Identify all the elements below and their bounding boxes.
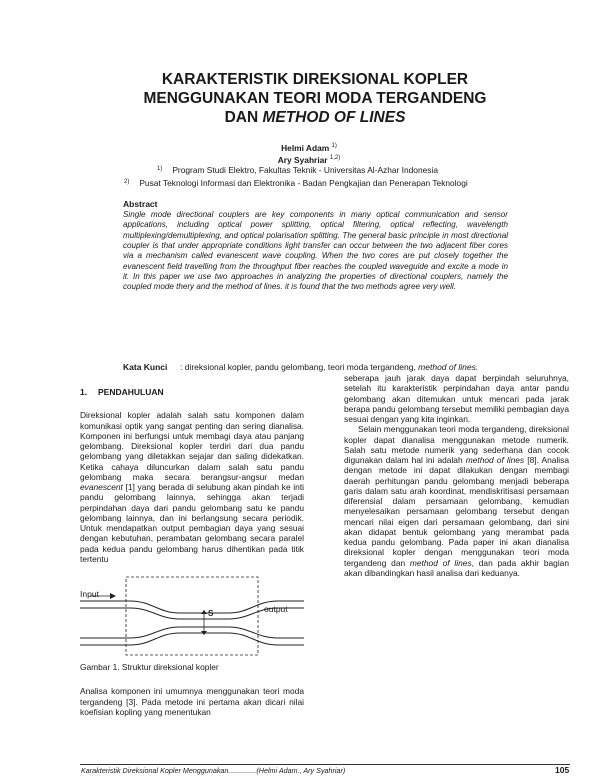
keywords-label: Kata Kunci — [123, 362, 168, 372]
keywords — [123, 362, 479, 372]
page-number: 105 — [555, 765, 570, 775]
coupler-figure — [80, 574, 304, 656]
affiliation-2: $^{2)}$ Pusat Teknologi Informasi dan Elektronika - Badan Pengkajian dan Penerapan Teknologi — [124, 178, 468, 188]
left-column — [80, 373, 304, 717]
section-heading: 1. PENDAHULUAN — [80, 387, 164, 397]
figure-input-label: Input — [80, 589, 99, 599]
paper-title — [80, 70, 550, 127]
figure-caption: Gambar 1. Struktur direksional kopler — [80, 662, 219, 672]
title-line-3: DAN METHOD OF LINES — [224, 109, 406, 126]
input-arrowhead — [110, 593, 116, 599]
author-name: Helmi Adam $^{1)}$ — [281, 142, 337, 153]
figure-output-label: output — [264, 604, 288, 614]
abstract-heading: Abstract — [123, 199, 158, 209]
affiliation-1: $^{1)}$ Program Studi Elektro, Fakultas Teknik - Universitas Al-Azhar Indonesia — [157, 165, 438, 175]
title-line-2: MENGGUNAKAN TEORI MODA TERGANDENG — [143, 90, 487, 107]
title-line-1: KARAKTERISTIK DIREKSIONAL KOPLER — [161, 71, 469, 88]
running-footer: Karakteristik Direksional Kopler Menggunakan..............(Helmi Adam., Ary Syahriar) — [81, 766, 346, 775]
coupler-diagram — [80, 574, 304, 656]
waveguide-2-bottom — [80, 633, 304, 645]
right-column — [344, 373, 569, 578]
abstract-body: Single mode directional couplers are key components in many optical communication and sensor applications, including optical power splitting, optical filtering, optical reflecting, wavelength multiplexing/demultiplexing, and optical polarisation splitting. The general basic principle in most directional coupler is that under appropriate conditions light transfer can occur between the two adjacent fiber cores via a mechanism called evanescent wave coupling. When the two cores are put closely together the evanescent field travelling from the throughput fiber reaches the coupled waveguide and excite a mode in it. In this paper we use two approaches in analyzing the properties of directional couplers, namely the coupled mode thery and the method of lines. it is found that the two methods agree very well. — [123, 210, 508, 292]
paragraph: Analisa komponen ini umumnya menggunakan teori moda tergandeng [3]. Pada metode ini pertama akan dicari nilai koefisian kopling yang menentukan — [80, 686, 304, 717]
keywords-text: : direksional kopler, pandu gelombang, teori moda tergandeng, method of lines. — [180, 362, 479, 372]
author-name: Ary Syahriar $^{1,2)}$ — [277, 155, 341, 166]
figure-gap-label: S — [208, 609, 214, 618]
paragraph: Selain menggunakan teori moda tergandeng, direksional kopler dapat dianalisa menggunakan metode numerik. Salah satu metode numerik yang sederhana dan cocok digunakan dalam hal ini adalah method of lines [8]. Analisa dengan metode ini dapat dilakukan dengan membagi daerah perhitungan pandu gelombang menjadi beberapa garis dalam satu arah koordinat, mendiskritisasi persamaan diferensial dalam persamaan gelombang, kemudian menyelesaikan persamaan gelombang tersebut dengan mencari nilai eigen dari persamaan gelombang, dari sini akan didapat bentuk gelombang yang merambat pada kedua pandu gelombang. Pada paper ini akan dianalisa direksional kopler dengan menggunakan teori moda tergandeng dan method of lines, dan pada akhir bagian akan dibandingkan hasil analisa dari keduanya. — [344, 424, 570, 578]
figure-frame — [126, 577, 258, 655]
footer-rule — [80, 764, 570, 765]
paragraph: Direksional kopler adalah salah satu komponen dalam komunikasi optik yang sangat penting dan sering dianalisa. Komponen ini berfungsi untuk membagi daya atau panjang gelombang. Direksional kopler terdiri dari dua pandu gelombang yang diletakkan sejajar dan saling didekatkan. Ketika cahaya diluncurkan dalam salah satu pandu gelombang maka secara berangsur-angsur medan evanescent [1] yang berada di selubung akan pindah ke inti pandu gelombang lainnya, sehingga akan terjadi perpindahan daya dari pandu gelombang satu ke pandu gelombang lainnya, dan ini berlangsung secara periodik. Untuk mendapatkan output pembagian daya yang sesuai dengan kebutuhan, perambatan gelombang secara paralel pada kedua pandu gelombang harus dihentikan pada titik tertentu — [80, 410, 305, 564]
paragraph: seberapa jauh jarak daya dapat berpindah seluruhnya, setelah itu karakteristik perpindahan daya antar pandu gelombang akan ditemukan untuk mencari pada jarak berapa pandu gelombang tersebut memiliki pembagian daya sesuai dengan yang kita inginkan. — [344, 373, 569, 424]
author-list — [0, 141, 600, 166]
